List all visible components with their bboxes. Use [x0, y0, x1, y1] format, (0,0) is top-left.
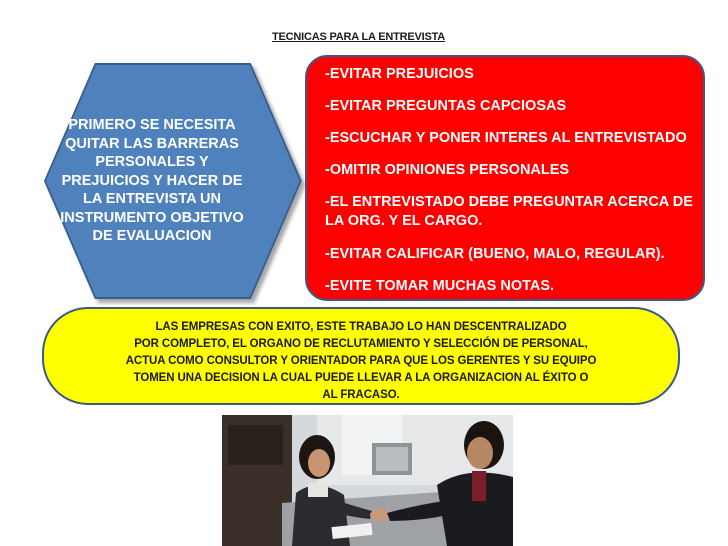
technique-item: -EL ENTREVISTADO DEBE PREGUNTAR ACERCA DE LA ORG. Y EL CARGO.	[325, 194, 693, 229]
hexagon-text	[40, 62, 264, 300]
summary-line: AL FRACASO.	[322, 389, 400, 401]
hexagon-line: QUITAR LAS BARRERAS	[65, 135, 239, 152]
hexagon-line: PRIMERO SE NECESITA	[68, 117, 236, 134]
technique-item: -ESCUCHAR Y PONER INTERES AL ENTREVISTADO	[325, 130, 687, 146]
summary-line: POR COMPLETO, EL ORGANO DE RECLUTAMIENTO Y SELECCIÓN DE PERSONAL,	[134, 338, 588, 350]
hexagon-line: INSTRUMENTO OBJETIVO	[60, 209, 244, 226]
technique-item: -EVITAR PREGUNTAS CAPCIOSAS	[325, 98, 567, 114]
technique-item: -EVITAR CALIFICAR (BUENO, MALO, REGULAR).	[325, 246, 665, 262]
summary-line: ACTUA COMO CONSULTOR Y ORIENTADOR PARA QUE LOS GERENTES Y SU EQUIPO	[125, 355, 597, 367]
technique-item: -EVITE TOMAR MUCHAS NOTAS.	[325, 278, 555, 294]
hexagon-line: PREJUICIOS Y HACER DE	[61, 172, 243, 189]
interview-photo	[222, 415, 513, 546]
summary-box	[42, 307, 680, 405]
techniques-list	[325, 65, 705, 309]
technique-item: -EVITAR PREJUICIOS	[325, 66, 474, 82]
hexagon-shape	[40, 62, 306, 306]
hexagon-line: DE EVALUACION	[92, 228, 212, 245]
technique-item: -OMITIR OPINIONES PERSONALES	[325, 162, 570, 178]
summary-line: LAS EMPRESAS CON EXITO, ESTE TRABAJO LO HAN DESCENTRALIZADO	[155, 321, 567, 333]
summary-line: TOMEN UNA DECISION LA CUAL PUEDE LLEVAR A LA ORGANIZACION AL ÉXITO O	[133, 372, 589, 384]
hexagon-line: LA ENTREVISTA UN	[82, 191, 222, 208]
slide-title: TECNICAS PARA LA ENTREVISTA	[272, 31, 446, 43]
hexagon-line: PERSONALES Y	[95, 154, 209, 171]
techniques-box	[305, 55, 705, 301]
summary-text	[101, 319, 621, 404]
